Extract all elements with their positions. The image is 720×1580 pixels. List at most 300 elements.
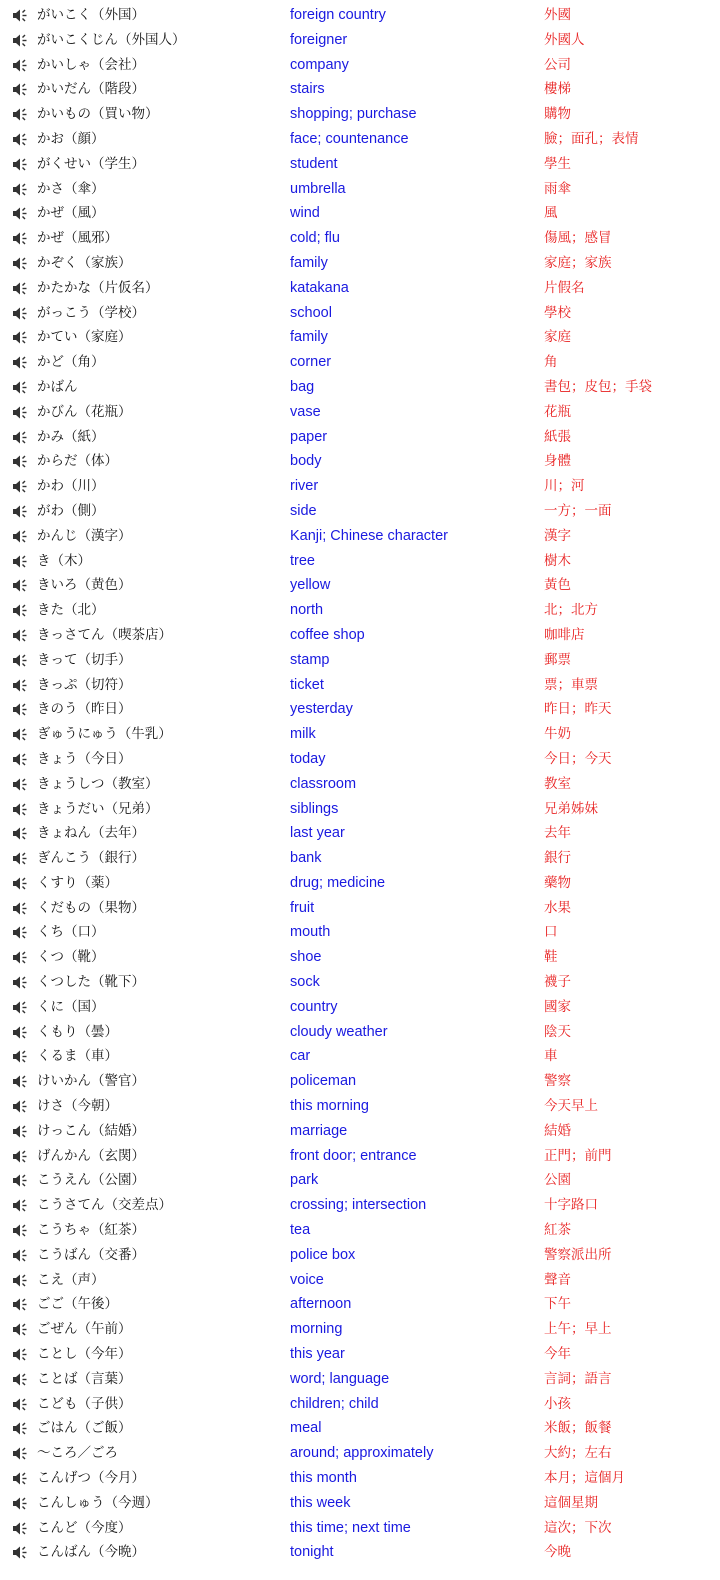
- chinese-meaning: 水果: [544, 899, 571, 916]
- english-meaning: stairs: [290, 81, 325, 98]
- english-meaning: wind: [290, 205, 320, 222]
- english-meaning: this morning: [290, 1098, 369, 1115]
- chinese-meaning: 米飯；飯餐: [544, 1420, 612, 1437]
- japanese-word: かぜ（風）: [37, 205, 105, 222]
- speaker-icon[interactable]: [12, 305, 29, 322]
- chinese-meaning: 正門；前門: [544, 1147, 612, 1164]
- english-meaning: yellow: [290, 577, 331, 594]
- speaker-icon[interactable]: [12, 1247, 29, 1264]
- english-meaning: face; countenance: [290, 130, 409, 147]
- chinese-meaning: 聲音: [544, 1271, 571, 1288]
- japanese-word: こうえん（公園）: [37, 1172, 145, 1189]
- vocab-row: [0, 1168, 720, 1193]
- speaker-icon[interactable]: [12, 453, 29, 470]
- speaker-icon[interactable]: [12, 1197, 29, 1214]
- speaker-icon[interactable]: [12, 875, 29, 892]
- english-meaning: children; child: [290, 1395, 379, 1412]
- vocab-row: [0, 1292, 720, 1317]
- vocab-row: [0, 276, 720, 301]
- english-meaning: around; approximately: [290, 1445, 434, 1462]
- english-meaning: meal: [290, 1420, 322, 1437]
- speaker-icon[interactable]: [12, 181, 29, 198]
- japanese-word: きっさてん（喫茶店）: [37, 626, 172, 643]
- vocab-row: [0, 226, 720, 251]
- vocab-row: [0, 1416, 720, 1441]
- speaker-icon[interactable]: [12, 1024, 29, 1041]
- japanese-word: きた（北）: [37, 602, 105, 619]
- japanese-word: ぎゅうにゅう（牛乳）: [37, 726, 172, 743]
- chinese-meaning: 今日；今天: [544, 750, 612, 767]
- chinese-meaning: 牛奶: [544, 726, 571, 743]
- speaker-icon[interactable]: [12, 924, 29, 941]
- japanese-word: がっこう（学校）: [37, 304, 145, 321]
- vocab-row: [0, 499, 720, 524]
- vocab-row: [0, 1193, 720, 1218]
- speaker-icon[interactable]: [12, 81, 29, 98]
- english-meaning: vase: [290, 403, 321, 420]
- speaker-icon[interactable]: [12, 627, 29, 644]
- vocab-row: [0, 1044, 720, 1069]
- japanese-word: かばん: [37, 378, 78, 395]
- japanese-word: かみ（紙）: [37, 428, 105, 445]
- japanese-word: き（木）: [37, 552, 91, 569]
- vocab-row: [0, 1441, 720, 1466]
- english-meaning: policeman: [290, 1073, 357, 1090]
- japanese-word: かたかな（片仮名）: [37, 279, 159, 296]
- english-meaning: fruit: [290, 899, 315, 916]
- vocab-row: [0, 573, 720, 598]
- chinese-meaning: 上午；早上: [544, 1321, 612, 1338]
- vocab-row: [0, 251, 720, 276]
- english-meaning: classroom: [290, 775, 357, 792]
- japanese-word: からだ（体）: [37, 453, 118, 470]
- speaker-icon[interactable]: [12, 1520, 29, 1537]
- english-meaning: car: [290, 1048, 311, 1065]
- japanese-word: くだもの（果物）: [37, 899, 145, 916]
- chinese-meaning: 片假名: [544, 279, 585, 296]
- vocab-row: [0, 1069, 720, 1094]
- vocab-row: [0, 549, 720, 574]
- english-meaning: coffee shop: [290, 626, 365, 643]
- chinese-meaning: 咖啡店: [544, 626, 585, 643]
- chinese-meaning: 車: [544, 1048, 558, 1065]
- speaker-icon[interactable]: [12, 1073, 29, 1090]
- chinese-meaning: 郵票: [544, 651, 571, 668]
- english-meaning: side: [290, 502, 317, 519]
- japanese-word: けっこん（結婚）: [37, 1122, 145, 1139]
- speaker-icon[interactable]: [12, 205, 29, 222]
- chinese-meaning: 黃色: [544, 577, 571, 594]
- vocab-row: [0, 772, 720, 797]
- japanese-word: きのう（昨日）: [37, 701, 132, 718]
- vocab-row: [0, 920, 720, 945]
- japanese-word: ～ころ／ごろ: [37, 1445, 118, 1462]
- japanese-word: こえ（声）: [37, 1271, 105, 1288]
- vocab-row: [0, 77, 720, 102]
- chinese-meaning: 昨日；昨天: [544, 701, 612, 718]
- japanese-word: かど（角）: [37, 354, 105, 371]
- english-meaning: afternoon: [290, 1296, 352, 1313]
- vocab-row: [0, 970, 720, 995]
- japanese-word: けさ（今朝）: [37, 1098, 118, 1115]
- chinese-meaning: 警察派出所: [544, 1246, 612, 1263]
- vocab-row: [0, 400, 720, 425]
- vocab-row: [0, 871, 720, 896]
- chinese-meaning: 票；車票: [544, 676, 598, 693]
- chinese-meaning: 樹木: [544, 552, 571, 569]
- japanese-word: きって（切手）: [37, 651, 132, 668]
- speaker-icon[interactable]: [12, 726, 29, 743]
- english-meaning: sock: [290, 974, 320, 991]
- speaker-icon[interactable]: [12, 949, 29, 966]
- speaker-icon[interactable]: [12, 404, 29, 421]
- speaker-icon[interactable]: [12, 1470, 29, 1487]
- vocab-row: [0, 1268, 720, 1293]
- speaker-icon[interactable]: [12, 1371, 29, 1388]
- speaker-icon[interactable]: [12, 1048, 29, 1065]
- japanese-word: かてい（家庭）: [37, 329, 132, 346]
- speaker-icon[interactable]: [12, 1420, 29, 1437]
- chinese-meaning: 角: [544, 354, 558, 371]
- vocab-row: [0, 821, 720, 846]
- japanese-word: かいしゃ（会社）: [37, 56, 145, 73]
- english-meaning: milk: [290, 726, 316, 743]
- vocab-row: [0, 449, 720, 474]
- japanese-word: かお（顔）: [37, 130, 105, 147]
- vocab-row: [0, 945, 720, 970]
- speaker-icon[interactable]: [12, 131, 29, 148]
- japanese-word: かいもの（買い物）: [37, 106, 159, 123]
- chinese-meaning: 今天早上: [544, 1098, 598, 1115]
- vocab-row: [0, 1218, 720, 1243]
- vocab-row: [0, 425, 720, 450]
- speaker-icon[interactable]: [12, 850, 29, 867]
- vocab-row: [0, 648, 720, 673]
- chinese-meaning: 十字路口: [544, 1197, 598, 1214]
- japanese-word: がいこく（外国）: [37, 7, 145, 23]
- chinese-meaning: 臉；面孔；表情: [544, 130, 639, 147]
- japanese-word: きっぷ（切符）: [37, 676, 132, 693]
- english-meaning: this year: [290, 1346, 345, 1363]
- speaker-icon[interactable]: [12, 577, 29, 594]
- chinese-meaning: 結婚: [544, 1122, 571, 1139]
- speaker-icon[interactable]: [12, 900, 29, 917]
- english-meaning: student: [290, 155, 338, 172]
- vocab-row: [0, 177, 720, 202]
- chinese-meaning: 身體: [544, 453, 571, 470]
- chinese-meaning: 這次；下次: [544, 1519, 612, 1536]
- speaker-icon[interactable]: [12, 701, 29, 718]
- japanese-word: くすり（薬）: [37, 874, 118, 891]
- chinese-meaning: 銀行: [544, 850, 571, 867]
- japanese-word: こうちゃ（紅茶）: [37, 1222, 145, 1239]
- japanese-word: かぜ（風邪）: [37, 230, 118, 247]
- speaker-icon[interactable]: [12, 1346, 29, 1363]
- chinese-meaning: 家庭: [544, 329, 571, 346]
- vocab-row: [0, 896, 720, 921]
- english-meaning: country: [290, 998, 338, 1015]
- japanese-word: げんかん（玄関）: [37, 1147, 145, 1164]
- speaker-icon[interactable]: [12, 1123, 29, 1140]
- speaker-icon[interactable]: [12, 478, 29, 495]
- japanese-word: けいかん（警官）: [37, 1073, 145, 1090]
- speaker-icon[interactable]: [12, 106, 29, 123]
- speaker-icon[interactable]: [12, 32, 29, 49]
- vocab-row: [0, 722, 720, 747]
- japanese-word: かいだん（階段）: [37, 81, 145, 98]
- chinese-meaning: 去年: [544, 825, 571, 842]
- chinese-meaning: 陰天: [544, 1023, 571, 1040]
- chinese-meaning: 風: [544, 205, 558, 222]
- speaker-icon[interactable]: [12, 652, 29, 669]
- chinese-meaning: 雨傘: [544, 180, 571, 197]
- english-meaning: police box: [290, 1246, 356, 1263]
- english-meaning: body: [290, 453, 322, 470]
- chinese-meaning: 這個星期: [544, 1494, 598, 1511]
- vocab-row: [0, 1367, 720, 1392]
- english-meaning: corner: [290, 354, 332, 371]
- vocab-row: [0, 325, 720, 350]
- japanese-word: ごご（午後）: [37, 1296, 118, 1313]
- vocab-row: [0, 598, 720, 623]
- vocab-row: [0, 995, 720, 1020]
- japanese-word: こうさてん（交差点）: [37, 1197, 172, 1214]
- vocab-row: [0, 747, 720, 772]
- japanese-word: かわ（川）: [37, 478, 105, 495]
- english-meaning: Kanji; Chinese character: [290, 527, 448, 544]
- speaker-icon[interactable]: [12, 1445, 29, 1462]
- english-meaning: ticket: [290, 676, 324, 693]
- japanese-word: かぞく（家族）: [37, 254, 132, 271]
- english-meaning: river: [290, 478, 319, 495]
- japanese-word: くつした（靴下）: [37, 974, 145, 991]
- vocab-row: [0, 623, 720, 648]
- speaker-icon[interactable]: [12, 1172, 29, 1189]
- japanese-word: くもり（曇）: [37, 1023, 118, 1040]
- chinese-meaning: 本月；這個月: [544, 1470, 625, 1487]
- japanese-word: くつ（靴）: [37, 949, 105, 966]
- speaker-icon[interactable]: [12, 1396, 29, 1413]
- speaker-icon[interactable]: [12, 156, 29, 173]
- chinese-meaning: 襪子: [544, 974, 571, 991]
- vocab-row: [0, 102, 720, 127]
- chinese-meaning: 紅茶: [544, 1222, 571, 1239]
- japanese-word: くち（口）: [37, 924, 105, 941]
- speaker-icon[interactable]: [12, 429, 29, 446]
- speaker-icon[interactable]: [12, 974, 29, 991]
- speaker-icon[interactable]: [12, 1296, 29, 1313]
- japanese-word: ごぜん（午前）: [37, 1321, 132, 1338]
- chinese-meaning: 書包；皮包；手袋: [544, 378, 652, 395]
- chinese-meaning: 傷風；感冒: [544, 230, 612, 247]
- vocab-row: [0, 127, 720, 152]
- english-meaning: umbrella: [290, 180, 346, 197]
- english-meaning: tonight: [290, 1544, 334, 1561]
- english-meaning: today: [290, 750, 326, 767]
- chinese-meaning: 大約；左右: [544, 1445, 612, 1462]
- vocab-row: [0, 1317, 720, 1342]
- speaker-icon[interactable]: [12, 255, 29, 272]
- japanese-word: きょうだい（兄弟）: [37, 800, 159, 817]
- vocab-row: [0, 350, 720, 375]
- speaker-icon[interactable]: [12, 354, 29, 371]
- speaker-icon[interactable]: [12, 230, 29, 247]
- chinese-meaning: 小孩: [544, 1395, 571, 1412]
- chinese-meaning: 鞋: [544, 949, 558, 966]
- japanese-word: かさ（傘）: [37, 180, 105, 197]
- english-meaning: north: [290, 602, 324, 619]
- english-meaning: cold; flu: [290, 230, 340, 247]
- chinese-meaning: 花瓶: [544, 403, 571, 420]
- japanese-word: がわ（側）: [37, 502, 105, 519]
- chinese-meaning: 川；河: [544, 478, 585, 495]
- vocab-row: [0, 375, 720, 400]
- speaker-icon[interactable]: [12, 999, 29, 1016]
- japanese-word: くるま（車）: [37, 1048, 118, 1065]
- vocab-row: [0, 673, 720, 698]
- speaker-icon[interactable]: [12, 1148, 29, 1165]
- english-meaning: siblings: [290, 800, 339, 817]
- vocab-row: [0, 1119, 720, 1144]
- chinese-meaning: 漢字: [544, 527, 571, 544]
- speaker-icon[interactable]: [12, 7, 29, 24]
- chinese-meaning: 教室: [544, 775, 571, 792]
- chinese-meaning: 北；北方: [544, 602, 598, 619]
- english-meaning: family: [290, 254, 328, 271]
- chinese-meaning: 藥物: [544, 874, 571, 891]
- english-meaning: foreign country: [290, 7, 386, 23]
- japanese-word: こんど（今度）: [37, 1519, 132, 1536]
- japanese-word: こうばん（交番）: [37, 1246, 145, 1263]
- vocab-row: [0, 53, 720, 78]
- japanese-word: こんばん（今晩）: [37, 1544, 145, 1561]
- speaker-icon[interactable]: [12, 1544, 29, 1561]
- speaker-icon[interactable]: [12, 825, 29, 842]
- chinese-meaning: 樓梯: [544, 81, 571, 98]
- english-meaning: company: [290, 56, 349, 73]
- japanese-word: がいこくじん（外国人）: [37, 31, 186, 48]
- vocab-row: [0, 474, 720, 499]
- english-meaning: marriage: [290, 1122, 348, 1139]
- chinese-meaning: 今年: [544, 1346, 571, 1363]
- japanese-word: ぎんこう（銀行）: [37, 850, 145, 867]
- speaker-icon[interactable]: [12, 1098, 29, 1115]
- vocab-row: [0, 3, 720, 28]
- speaker-icon[interactable]: [12, 602, 29, 619]
- chinese-meaning: 今晚: [544, 1544, 571, 1561]
- chinese-meaning: 下午: [544, 1296, 571, 1313]
- vocab-row: [0, 697, 720, 722]
- speaker-icon[interactable]: [12, 280, 29, 297]
- vocab-row: [0, 1094, 720, 1119]
- speaker-icon[interactable]: [12, 1321, 29, 1338]
- japanese-word: きょねん（去年）: [37, 825, 145, 842]
- vocab-row: [0, 1342, 720, 1367]
- speaker-icon[interactable]: [12, 1222, 29, 1239]
- japanese-word: がくせい（学生）: [37, 155, 145, 172]
- chinese-meaning: 兄弟姊妹: [544, 800, 598, 817]
- english-meaning: katakana: [290, 279, 349, 296]
- speaker-icon[interactable]: [12, 329, 29, 346]
- english-meaning: park: [290, 1172, 319, 1189]
- vocab-row: [0, 201, 720, 226]
- vocab-row: [0, 28, 720, 53]
- vocab-row: [0, 1491, 720, 1516]
- chinese-meaning: 國家: [544, 998, 571, 1015]
- speaker-icon[interactable]: [12, 528, 29, 545]
- chinese-meaning: 公司: [544, 56, 571, 73]
- speaker-icon[interactable]: [12, 776, 29, 793]
- vocab-row: [0, 301, 720, 326]
- english-meaning: foreigner: [290, 31, 348, 48]
- chinese-meaning: 言詞；語言: [544, 1370, 612, 1387]
- japanese-word: かんじ（漢字）: [37, 527, 132, 544]
- japanese-word: かびん（花瓶）: [37, 403, 132, 420]
- japanese-word: ことば（言葉）: [37, 1370, 132, 1387]
- vocab-row: [0, 1516, 720, 1541]
- english-meaning: tea: [290, 1222, 311, 1239]
- english-meaning: front door; entrance: [290, 1147, 417, 1164]
- japanese-word: きょうしつ（教室）: [37, 775, 159, 792]
- speaker-icon[interactable]: [12, 677, 29, 694]
- english-meaning: mouth: [290, 924, 331, 941]
- japanese-word: きいろ（黄色）: [37, 577, 132, 594]
- vocab-row: [0, 524, 720, 549]
- english-meaning: yesterday: [290, 701, 353, 718]
- speaker-icon[interactable]: [12, 1272, 29, 1289]
- vocab-row: [0, 1466, 720, 1491]
- chinese-meaning: 學校: [544, 304, 571, 321]
- chinese-meaning: 購物: [544, 106, 571, 123]
- speaker-icon[interactable]: [12, 379, 29, 396]
- english-meaning: crossing; intersection: [290, 1197, 427, 1214]
- english-meaning: this time; next time: [290, 1519, 411, 1536]
- chinese-meaning: 外國人: [544, 31, 585, 48]
- english-meaning: stamp: [290, 651, 330, 668]
- chinese-meaning: 學生: [544, 155, 571, 172]
- chinese-meaning: 外國: [544, 7, 571, 23]
- japanese-word: こども（子供）: [37, 1395, 132, 1412]
- chinese-meaning: 家庭；家族: [544, 254, 612, 271]
- vocab-row: [0, 152, 720, 177]
- english-meaning: shopping; purchase: [290, 106, 417, 123]
- japanese-word: こんしゅう（今週）: [37, 1494, 159, 1511]
- vocab-row: [0, 1540, 720, 1565]
- speaker-icon[interactable]: [12, 553, 29, 570]
- chinese-meaning: 公園: [544, 1172, 571, 1189]
- english-meaning: drug; medicine: [290, 874, 386, 891]
- speaker-icon[interactable]: [12, 57, 29, 74]
- vocab-row: [0, 1392, 720, 1417]
- speaker-icon[interactable]: [12, 1495, 29, 1512]
- english-meaning: morning: [290, 1321, 343, 1338]
- english-meaning: family: [290, 329, 328, 346]
- speaker-icon[interactable]: [12, 503, 29, 520]
- chinese-meaning: 口: [544, 924, 558, 941]
- english-meaning: tree: [290, 552, 315, 569]
- english-meaning: this month: [290, 1470, 357, 1487]
- english-meaning: this week: [290, 1494, 351, 1511]
- english-meaning: last year: [290, 825, 345, 842]
- vocab-row: [0, 1020, 720, 1045]
- english-meaning: bank: [290, 850, 322, 867]
- chinese-meaning: 警察: [544, 1073, 571, 1090]
- speaker-icon[interactable]: [12, 801, 29, 818]
- speaker-icon[interactable]: [12, 751, 29, 768]
- english-meaning: school: [290, 304, 332, 321]
- japanese-word: きょう（今日）: [37, 750, 132, 767]
- vocab-row: [0, 1144, 720, 1169]
